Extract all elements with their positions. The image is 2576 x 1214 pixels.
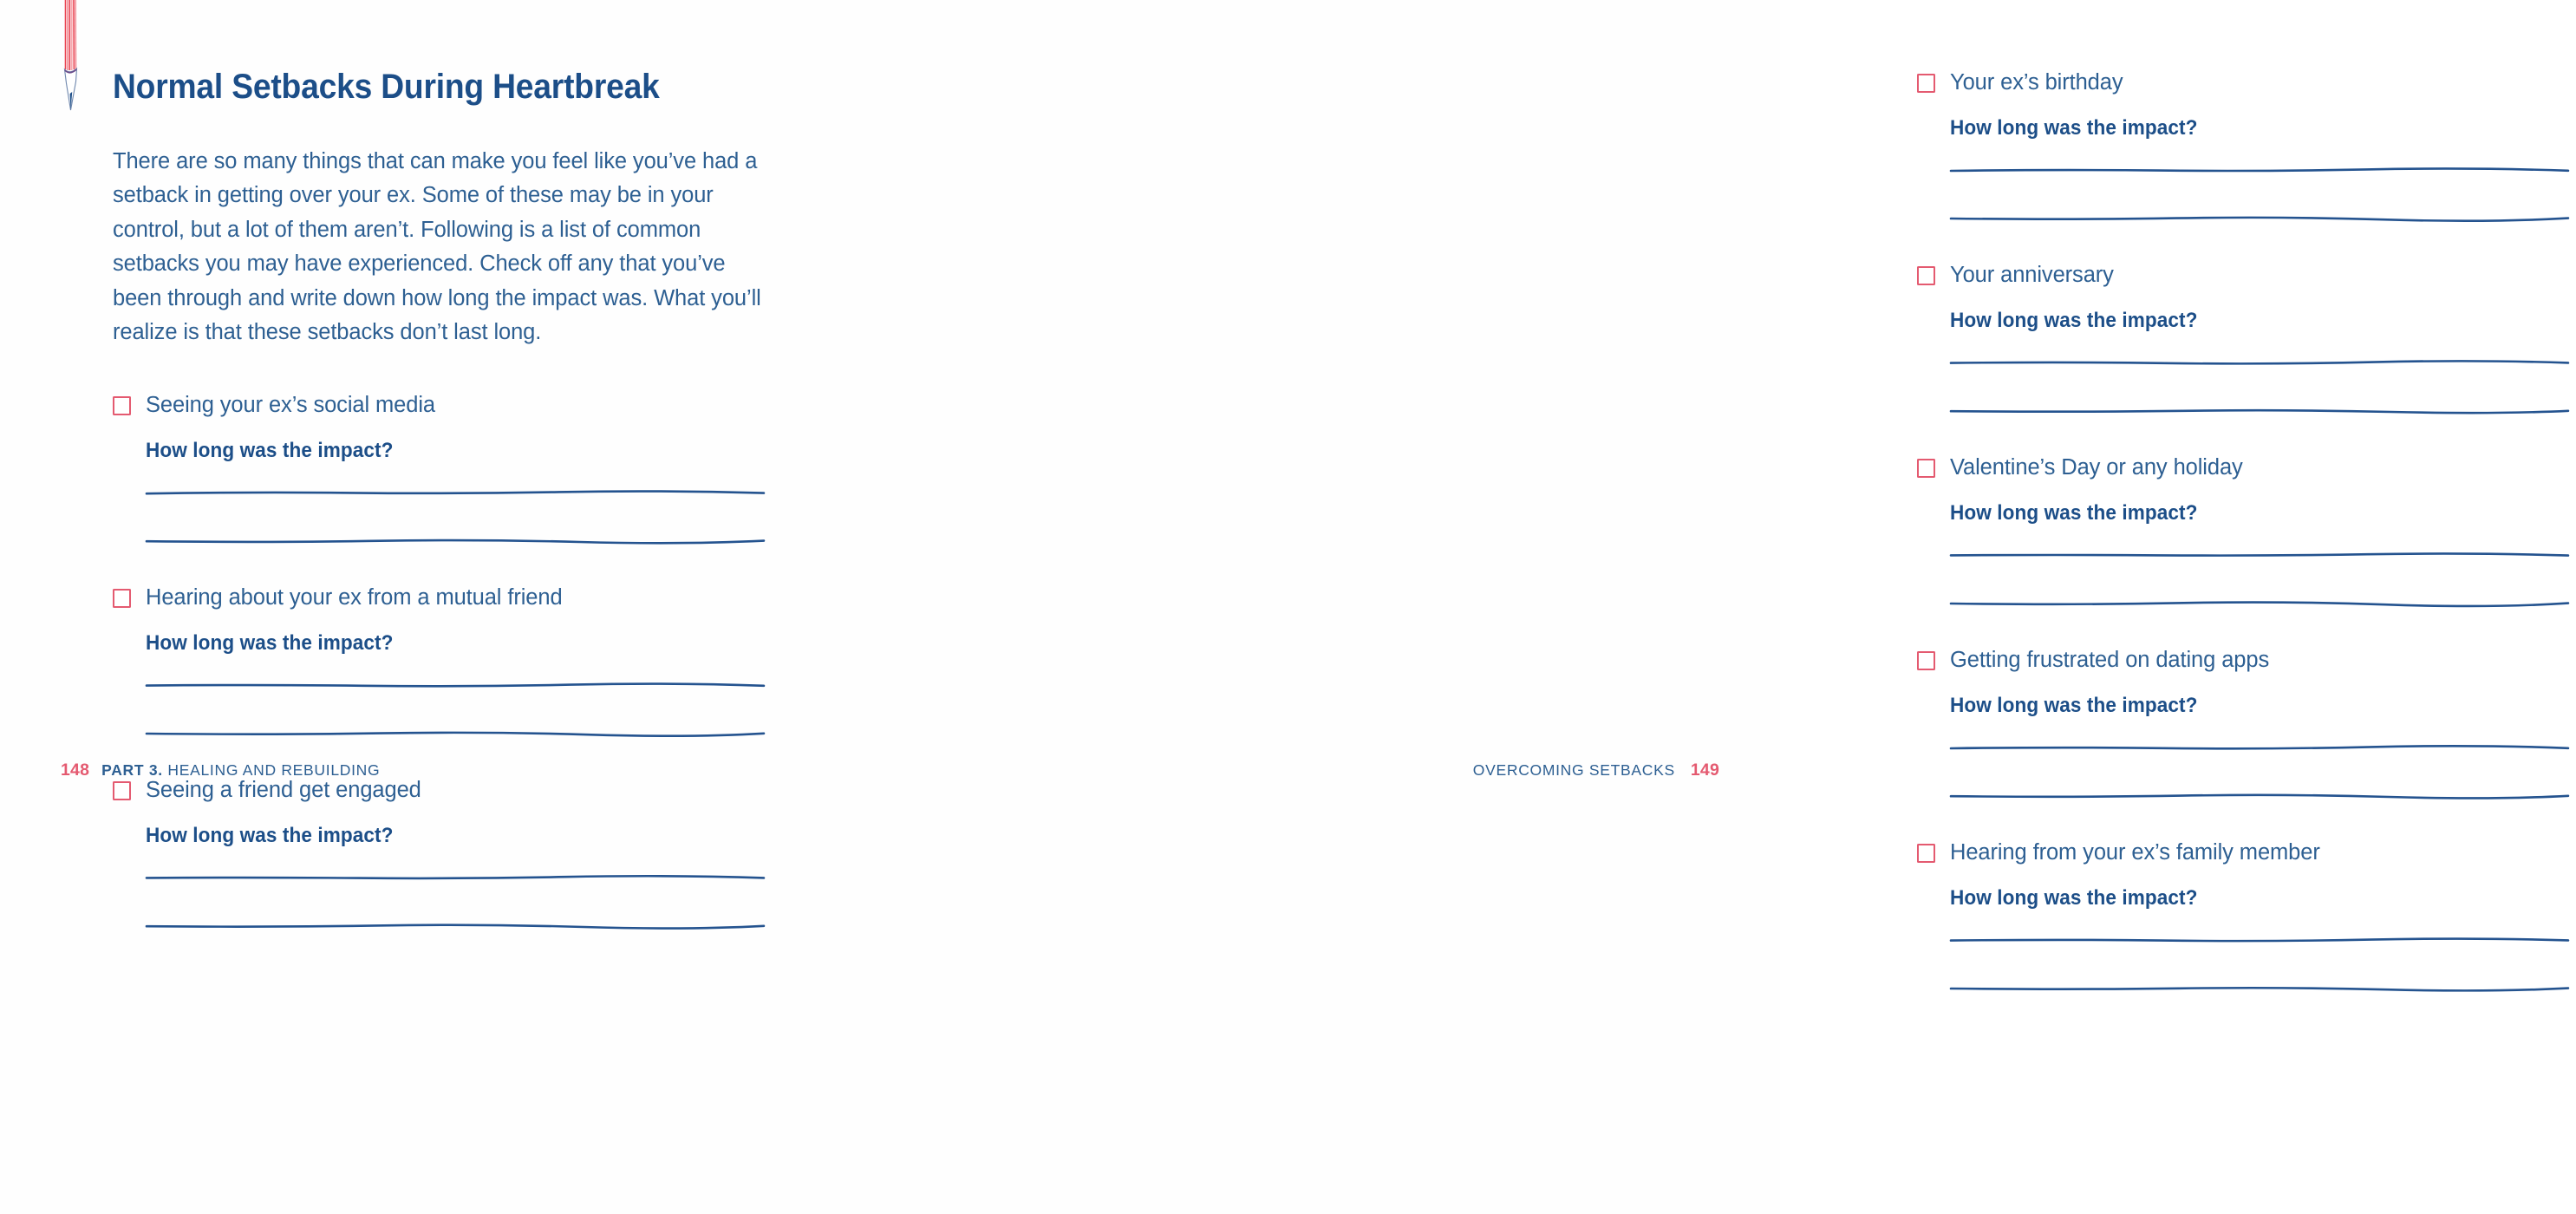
- left-page-footer: [61, 760, 380, 780]
- setback-item: [113, 390, 772, 545]
- write-in-line[interactable]: [1950, 215, 2569, 222]
- setback-item-header[interactable]: [1917, 838, 2576, 867]
- checkbox-icon[interactable]: [113, 781, 131, 800]
- impact-question-label: How long was the impact?: [1950, 501, 2198, 525]
- checkbox-icon[interactable]: [1917, 266, 1935, 285]
- write-in-lines[interactable]: [1950, 744, 2569, 800]
- setback-item-header[interactable]: [1917, 453, 2576, 482]
- checkbox-icon[interactable]: [113, 589, 131, 608]
- setback-item-header[interactable]: [113, 583, 772, 612]
- left-page-content: [113, 0, 772, 930]
- write-in-line[interactable]: [146, 682, 765, 689]
- setback-item-label: Hearing from your ex’s family member: [1950, 840, 2320, 865]
- write-in-lines[interactable]: [1950, 552, 2569, 607]
- write-in-line[interactable]: [1950, 359, 2569, 366]
- write-in-line[interactable]: [1950, 744, 2569, 751]
- right-page: [890, 0, 2320, 1214]
- checkbox-icon[interactable]: [1917, 459, 1935, 478]
- setback-item: [1917, 260, 2576, 414]
- footer-part-label: PART 3.: [101, 761, 163, 779]
- setback-item-label: Valentine’s Day or any holiday: [1950, 455, 2243, 480]
- setback-item-body: [1917, 116, 2576, 222]
- setback-item-label: Seeing a friend get engaged: [146, 777, 421, 802]
- setback-item-header[interactable]: [1917, 68, 2576, 97]
- setback-item-label: Hearing about your ex from a mutual friend: [146, 584, 563, 610]
- setback-item: [1917, 68, 2576, 222]
- impact-question-label: How long was the impact?: [146, 438, 394, 462]
- write-in-line[interactable]: [146, 538, 765, 545]
- setback-item: [113, 775, 772, 930]
- write-in-lines[interactable]: [1950, 937, 2569, 992]
- write-in-line[interactable]: [146, 489, 765, 496]
- setback-item-body: [1917, 309, 2576, 414]
- footer-page-number: 148: [61, 760, 90, 780]
- footer-page-number: 149: [1690, 760, 1719, 780]
- write-in-line[interactable]: [1950, 600, 2569, 607]
- checkbox-icon[interactable]: [1917, 651, 1935, 670]
- setback-item-label: Your anniversary: [1950, 263, 2114, 287]
- write-in-line[interactable]: [1950, 552, 2569, 558]
- write-in-line[interactable]: [146, 730, 765, 737]
- footer-section-label: OVERCOMING SETBACKS: [1472, 761, 1675, 779]
- setback-item-label: Getting frustrated on dating apps: [1950, 648, 2270, 672]
- bookmark-ribbon-icon: [59, 0, 82, 111]
- page-title: Normal Setbacks During Heartbreak: [113, 68, 660, 106]
- setback-item-header[interactable]: [113, 390, 772, 420]
- write-in-line[interactable]: [1950, 166, 2569, 173]
- setback-item: [113, 583, 772, 737]
- write-in-lines[interactable]: [146, 682, 765, 737]
- write-in-line[interactable]: [1950, 793, 2569, 800]
- impact-question-label: How long was the impact?: [1950, 116, 2198, 140]
- setback-item-body: [1917, 501, 2576, 607]
- setback-item-body: [113, 824, 772, 930]
- impact-question-label: How long was the impact?: [1950, 309, 2198, 332]
- write-in-lines[interactable]: [146, 874, 765, 930]
- impact-question-label: How long was the impact?: [1950, 886, 2198, 910]
- impact-question-label: How long was the impact?: [1950, 694, 2198, 717]
- setback-item: [1917, 645, 2576, 800]
- write-in-lines[interactable]: [1950, 359, 2569, 414]
- intro-paragraph: There are so many things that can make you feel like you’ve had a setback in getting over your ex. Some of these may be in your control, but a lot of them aren’t. Following is a list of common setbacks you may have experienced. Check off any that you’ve been through and write down how long the impact was. What you’ll realize is that these setbacks don’t last long.: [113, 148, 761, 345]
- write-in-line[interactable]: [1950, 985, 2569, 992]
- setback-item-body: [1917, 694, 2576, 800]
- right-page-footer: [1473, 760, 1719, 780]
- checkbox-icon[interactable]: [113, 396, 131, 415]
- write-in-line[interactable]: [1950, 408, 2569, 414]
- write-in-lines[interactable]: [146, 489, 765, 545]
- setback-item-header[interactable]: [1917, 645, 2576, 675]
- write-in-line[interactable]: [146, 874, 765, 881]
- setback-item-label: Your ex’s birthday: [1950, 70, 2123, 95]
- setback-item-body: [1917, 886, 2576, 992]
- right-page-content: [1917, 0, 2576, 992]
- checkbox-icon[interactable]: [1917, 844, 1935, 863]
- impact-question-label: How long was the impact?: [146, 823, 394, 847]
- setback-item-body: [113, 631, 772, 737]
- setback-item-label: Seeing your ex’s social media: [146, 392, 435, 417]
- write-in-line[interactable]: [146, 923, 765, 930]
- setback-item: [1917, 838, 2576, 992]
- left-page: [0, 0, 890, 1214]
- setback-item-header[interactable]: [1917, 260, 2576, 290]
- write-in-lines[interactable]: [1950, 166, 2569, 222]
- impact-question-label: How long was the impact?: [146, 630, 394, 655]
- setback-item-body: [113, 439, 772, 545]
- checkbox-icon[interactable]: [1917, 74, 1935, 93]
- footer-section-label: HEALING AND REBUILDING: [167, 761, 381, 779]
- write-in-line[interactable]: [1950, 937, 2569, 943]
- setback-item: [1917, 453, 2576, 607]
